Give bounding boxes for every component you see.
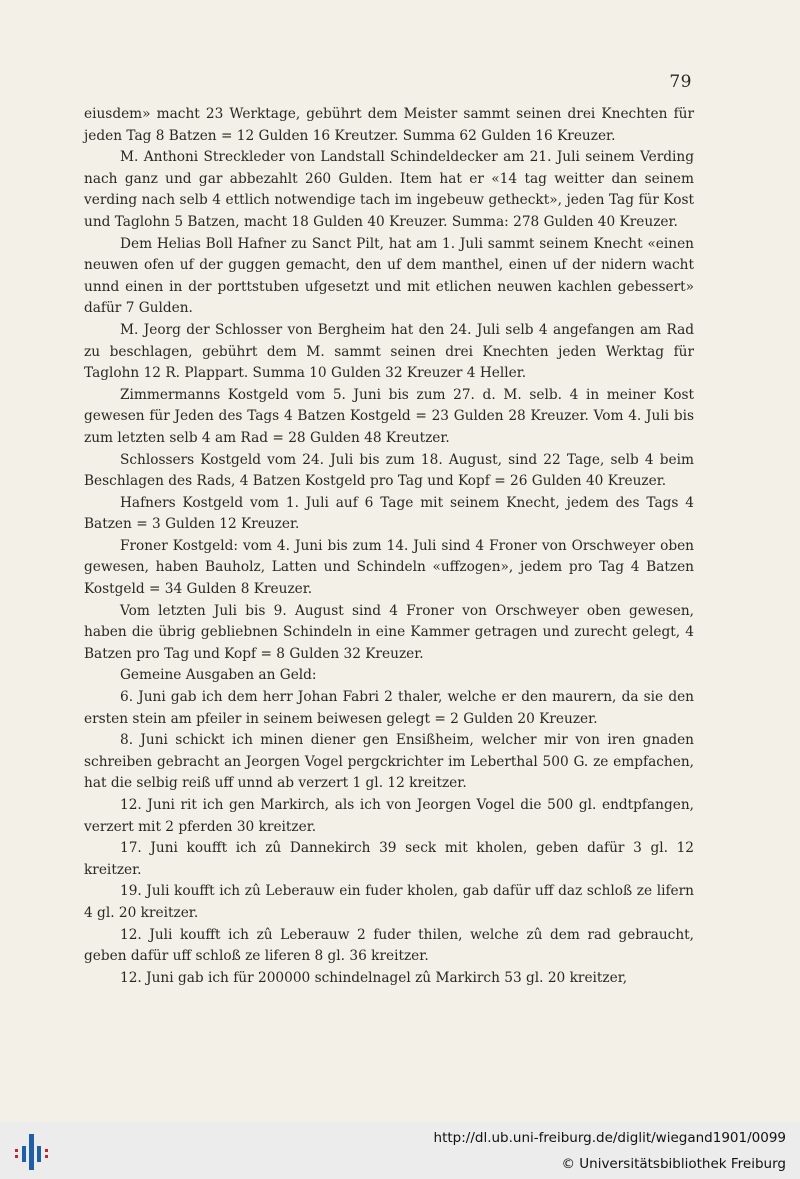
paragraph: Vom letzten Juli bis 9. August sind 4 Froner von Orschweyer oben gewesen, haben die übrig gebliebnen Schindeln in eine Kammer getragen und zurecht gelegt, 4 Batzen pro Tag und Kopf = 8 Gulden 32 Kreuzer. xyxy=(84,602,694,662)
paragraph: Hafners Kostgeld vom 1. Juli auf 6 Tage mit seinem Knecht, jedem des Tags 4 Batzen = 3 Gulden 12 Kreuzer. xyxy=(84,494,694,533)
paragraph: 17. Juni koufft ich zû Dannekirch 39 seck mit kholen, geben dafür 3 gl. 12 kreitzer. xyxy=(84,840,694,878)
paragraph: 19. Juli koufft ich zû Leberauw ein fuder kholen, gab dafür uff daz schloß ze lifern 4 gl. 20 kreitzer. xyxy=(84,883,694,921)
paragraph: 12. Juli koufft ich zû Leberauw 2 fuder thilen, welche zû dem rad gebraucht, geben dafür uff schloß ze liferen 8 gl. 36 kreitzer. xyxy=(84,926,694,965)
footer-bar xyxy=(0,1122,800,1179)
paragraph: Dem Helias Boll Hafner zu Sanct Pilt, hat am 1. Juli sammt seinem Knecht «einen neuwen ofen uf der guggen gemacht, den uf dem manthel, einen uf der nidern wacht unnd einen in der porttstuben ufgesetzt und mit etlichen neuwen kachlen gebessert» dafür 7 Gulden. xyxy=(84,235,694,317)
paragraph: Schlossers Kostgeld vom 24. Juli bis zum 18. August, sind 22 Tage, selb 4 beim Beschlagen des Rads, 4 Batzen Kostgeld pro Tag und Kopf = 26 Gulden 40 Kreuzer. xyxy=(84,451,694,490)
paragraph: eiusdem» macht 23 Werktage, gebührt dem Meister sammt seinen drei Knechten für jeden Tag 8 Batzen = 12 Gulden 16 Kreutzer. Summa 62 Gulden 16 Kreuzer. xyxy=(84,106,694,144)
copyright-notice: © Universitätsbibliothek Freiburg xyxy=(561,1156,786,1172)
paragraph: Froner Kostgeld: vom 4. Juni bis zum 14. Juli sind 4 Froner von Orschweyer oben gewesen, haben Bauholz, Latten und Schindeln «uffzogen», jedem pro Tag 4 Batzen Kostgeld = 34 Gulden 8 Kreuzer. xyxy=(84,537,694,598)
paragraph: 12. Juni rit ich gen Markirch, als ich von Jeorgen Vogel die 500 gl. endtpfangen, verzert mit 2 pferden 30 kreitzer. xyxy=(84,797,694,835)
library-logo-icon xyxy=(12,1132,52,1172)
paragraph: M. Anthoni Streckleder von Landstall Schindeldecker am 21. Juli seinem Verding nach ganz und gar abbezahlt 260 Gulden. Item hat er «14 tag weitter dan seinem verding nach selb 4 ettlich notwendige tach im ingebeuw getheckt», jeden Tag für Kost und Taglohn 5 Batzen, macht 18 Gulden 40 Kreuzer. Summa: 278 Gulden 40 Kreuzer. xyxy=(84,149,694,230)
source-link[interactable]: http://dl.ub.uni-freiburg.de/diglit/wiegand1901/0099 xyxy=(433,1130,786,1146)
page-number: 79 xyxy=(669,72,692,92)
paragraph: 12. Juni gab ich für 200000 schindelnagel zû Markirch 53 gl. 20 kreitzer, xyxy=(120,969,628,986)
paragraph: Zimmermanns Kostgeld vom 5. Juni bis zum 27. d. M. selb. 4 in meiner Kost gewesen für Jeden des Tags 4 Batzen Kostgeld = 23 Gulden 28 Kreuzer. Vom 4. Juli bis zum letzten selb 4 am Rad = 28 Gulden 48 Kreutzer. xyxy=(84,386,694,446)
body-text xyxy=(84,104,694,989)
paragraph: 8. Juni schickt ich minen diener gen Ensißheim, welcher mir von iren gnaden schreiben gebracht an Jeorgen Vogel pergckrichter im Leberthal 500 G. ze empfachen, hat die selbig reiß uff unnd ab verzert 1 gl. 12 kreitzer. xyxy=(84,732,694,792)
paragraph: 6. Juni gab ich dem herr Johan Fabri 2 thaler, welche er den maurern, da sie den ersten stein am pfeiler in seinem beiwesen gelegt = 2 Gulden 20 Kreuzer. xyxy=(84,689,694,727)
paragraph: M. Jeorg der Schlosser von Bergheim hat den 24. Juli selb 4 angefangen am Rad zu beschlagen, gebührt dem M. sammt seinen drei Knechten jeden Werktag für Taglohn 12 R. Plappart. Summa 10 Gulden 32 Kreuzer 4 Heller. xyxy=(84,321,694,382)
section-heading: Gemeine Ausgaben an Geld: xyxy=(120,667,317,684)
